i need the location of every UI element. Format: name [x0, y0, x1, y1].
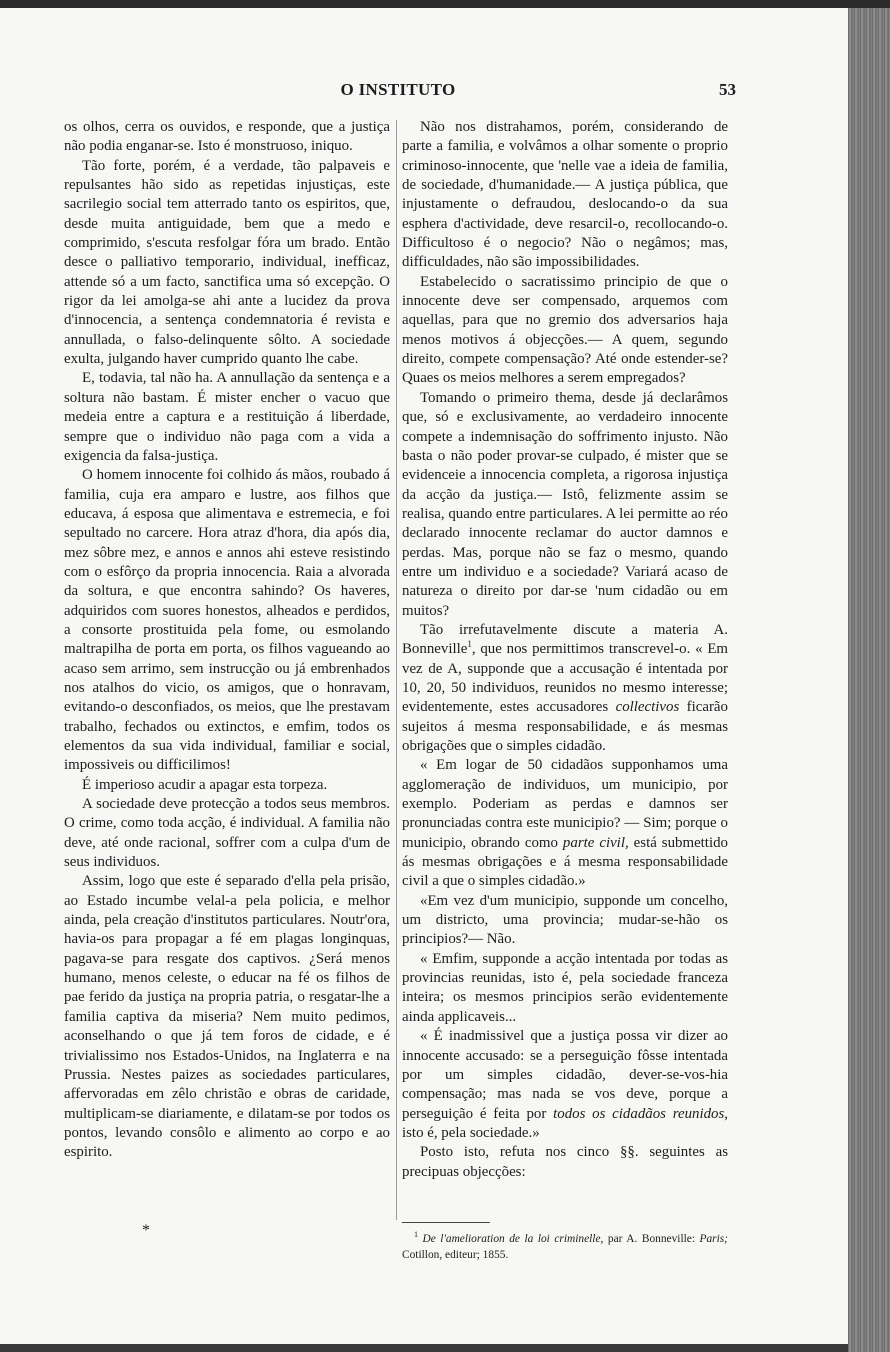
paragraph-text: « Em logar de 50 cidadãos supponhamos uma agglomeração de individuos, um municipio, por exemplo. Poderiam as perdas e damnos ser pronunciadas contra este municipio? — Sim; porque o municipio, obrando como: [402, 757, 728, 851]
paragraph: [402, 756, 728, 891]
paragraph: Tão forte, porém, é a verdade, tão palpaveis e repulsantes hão sido as repetidas injustiças, este sacrilegio social tem atterrado tanto os espiritos, que, desde muita antiguidade, bem que a medo e comprimido, s'escuta resfolgar fóra um brado. Então desce o palliativo temporario, individual, inefficaz, attende só a um facto, sanctifica uma só excepção. O rigor da lei amolga-se ahi ante a lucidez da prova d'innocencia, a sentença condemnatoria é revista e annullada, o falso-delinquente sôlto. A sociedade exulta, julgando haver cumprido quanto lhe cabe.: [64, 157, 390, 368]
page-number: 53: [719, 80, 736, 99]
paragraph: E, todavia, tal não ha. A annullação da sentença e a soltura não bastam. É mister encher o vacuo que medeia entre a captura e a restituição á liberdade, sempre que o individuo não paga com a vida a exigencia da falsa-justiça.: [64, 370, 390, 464]
book-page-edges: [848, 8, 890, 1352]
paragraph-text: está submettido ás mesmas obrigações e á mesma responsabilidade civil a que o simples cidadão.»: [402, 834, 728, 890]
left-column: [64, 118, 390, 1163]
footnote-title: De l'amelioration de la loi criminelle,: [422, 1232, 604, 1245]
paragraph: Estabelecido o sacratissimo principio de que o innocente deve ser compensado, arquemos com aquellas, para que no gremio dos adversarios haja menos motivos á objecções.— A quem, segundo direito, compete compensação? Até onde estender-se? Quaes os meios melhores a serem empregados?: [402, 273, 728, 387]
column-divider: [396, 120, 397, 1220]
paragraph: Tomando o primeiro thema, desde já declarâmos que, só e exclusivamente, ao verdadeiro innocente compete a indemnisação do soffrimento injusto. Não basta o não poder provar-se culpado, é mister que se evidenceie a innocencia completa, a rigorosa injustiça da acção da justiça.— Istô, felizmente assim se realisa, quando entre particulares. A lei permitte ao réo declarado innocente reclamar do auctor damnos e perdas. Mas, porque não se faz o mesmo, quando entre um individuo e a sociedade? Variará acaso de natureza o direito por dar-se 'num cidadão ou em muitos?: [402, 389, 728, 619]
paragraph: «Em vez d'um municipio, supponde um concelho, um districto, uma provincia; mudar-se-hão os principios?— Não.: [402, 892, 728, 948]
paragraph-text: , que nos permittimos transcrevel-o. « Em vez de A, supponde que a accusação é intentada por 10, 20, 50 individuos, reunidos no mesmo interesse; evidentemente, estes accusadores: [402, 641, 728, 716]
footnote-mark: 1: [414, 1229, 418, 1239]
paragraph: « Emfim, supponde a acção intentada por todas as provincias reunidas, isto é, pela sociedade franceza inteira; os mesmos principios serão evidentemente ainda applicaveis...: [402, 950, 728, 1025]
italic-text: collectivos: [615, 699, 680, 716]
paragraph-text: « É inadmissivel que a justiça possa vir dizer ao innocente accusado: se a perseguição fôsse intentada por um simples cidadão, dever-se-vos-hia compensação; mas nada se vos deve, porque a perseguição é feita por: [402, 1028, 728, 1122]
footnote-publisher: Cotillon, editeur; 1855.: [402, 1248, 509, 1261]
paragraph: Assim, logo que este é separado d'ella pela prisão, ao Estado incumbe velal-a pela policia, e melhor ainda, pela creação d'institutos particulares. Noutr'ora, havia-os para propagar a fé em plagas longinquas, pagava-se para resgate dos captivos. ¿Será menos humano, menos celeste, o educar na fé os filhos de pae ferido da justiça na propria patria, o resgatar-lhe a familia captiva da miseria? Nem muito pedimos, aconselhando o que já tem foros de cidade, e é trivialissimo nos Estados-Unidos, na Inglaterra e na Prussia. Nestes paizes as sociedades particulares, affervoradas em zêlo christão e obras de caridade, multiplicam-se diariamente, e dilatam-se por todos os pontos, levando consôlo e alimento ao corpo e ao espirito.: [64, 873, 390, 1161]
page-bottom-edge: [0, 1344, 848, 1352]
paragraph-text: ficarão sujeitos á mesma responsabilidade, e ás mesmas obrigações que o simples cidadão.: [402, 699, 728, 754]
end-ornament: *: [142, 1222, 150, 1239]
paragraph: O homem innocente foi colhido ás mãos, roubado á familia, cuja era amparo e lustre, aos filhos que educava, á esposa que alimentava e estremecia, e foi sepultado no carcere. Hora atraz d'hora, dia após dia, mez sôbre mez, e annos e annos ahi esteve resistindo com o esfôrço da propria innocencia. Raia a alvorada da soltura, e que encontra sahindo? Os haveres, adquiridos com suores honestos, alheados e perdidos, a consorte prostituida pela fome, ou esmolando maltrapilha de porta em porta, os filhos vagueando ao acaso sem arrimo, sem instrucção ou já embrenhados nos atalhos do vicio, os amigos, que o honravam, evitando-o desconfiados, os meios, que lhe prestavam trabalho, fechados ou extinctos, e emfim, todos os elementos da sua vida individual, familiar e social, impossiveis ou difficilimos!: [64, 467, 390, 774]
footnote-place: Paris;: [699, 1232, 728, 1245]
paragraph: É imperioso acudir a apagar esta torpeza.: [82, 776, 328, 793]
paragraph: [402, 1027, 728, 1143]
footnote-reference: 1: [467, 639, 472, 650]
paragraph: A sociedade deve protecção a todos seus membros. O crime, como toda acção, é individual. A familia não deve, até onde racional, soffrer com a culpa d'um de seus individuos.: [64, 796, 390, 871]
italic-text: todos os cidadãos reunidos,: [553, 1105, 729, 1122]
page-top-edge: [0, 0, 890, 8]
running-title: O INSTITUTO: [340, 80, 456, 99]
paragraph-text: Tão irrefutavelmente discute a materia A. Bonneville: [402, 621, 728, 658]
running-head: [60, 80, 736, 104]
italic-text: parte civil,: [562, 834, 629, 851]
paragraph: [402, 621, 728, 756]
footnote-rule: [402, 1222, 490, 1223]
paragraph: Não nos distrahamos, porém, considerando de parte a familia, e volvâmos a olhar somente o proprio criminoso-innocente, que 'nelle vae a ideia de familia, de sociedade, d'humanidade.— A justiça pública, que injustamente o defraudou, deslocando-o da sua esphera d'actividade, deve resarcil-o, recollocando-o. Difficultoso é o negocio? Não o negâmos; mas, difficuldades, não são impossibilidades.: [402, 119, 728, 271]
paragraph: Posto isto, refuta nos cinco §§. seguintes as precipuas objecções:: [402, 1144, 728, 1180]
paragraph: os olhos, cerra os ouvidos, e responde, que a justiça não podia enganar-se. Isto é monstruoso, iniquo.: [64, 119, 390, 155]
footnote-author: par A. Bonneville:: [607, 1232, 695, 1245]
footnote: [402, 1227, 728, 1263]
paragraph-text: isto é, pela sociedade.»: [402, 1124, 540, 1141]
right-column: [402, 118, 728, 1263]
